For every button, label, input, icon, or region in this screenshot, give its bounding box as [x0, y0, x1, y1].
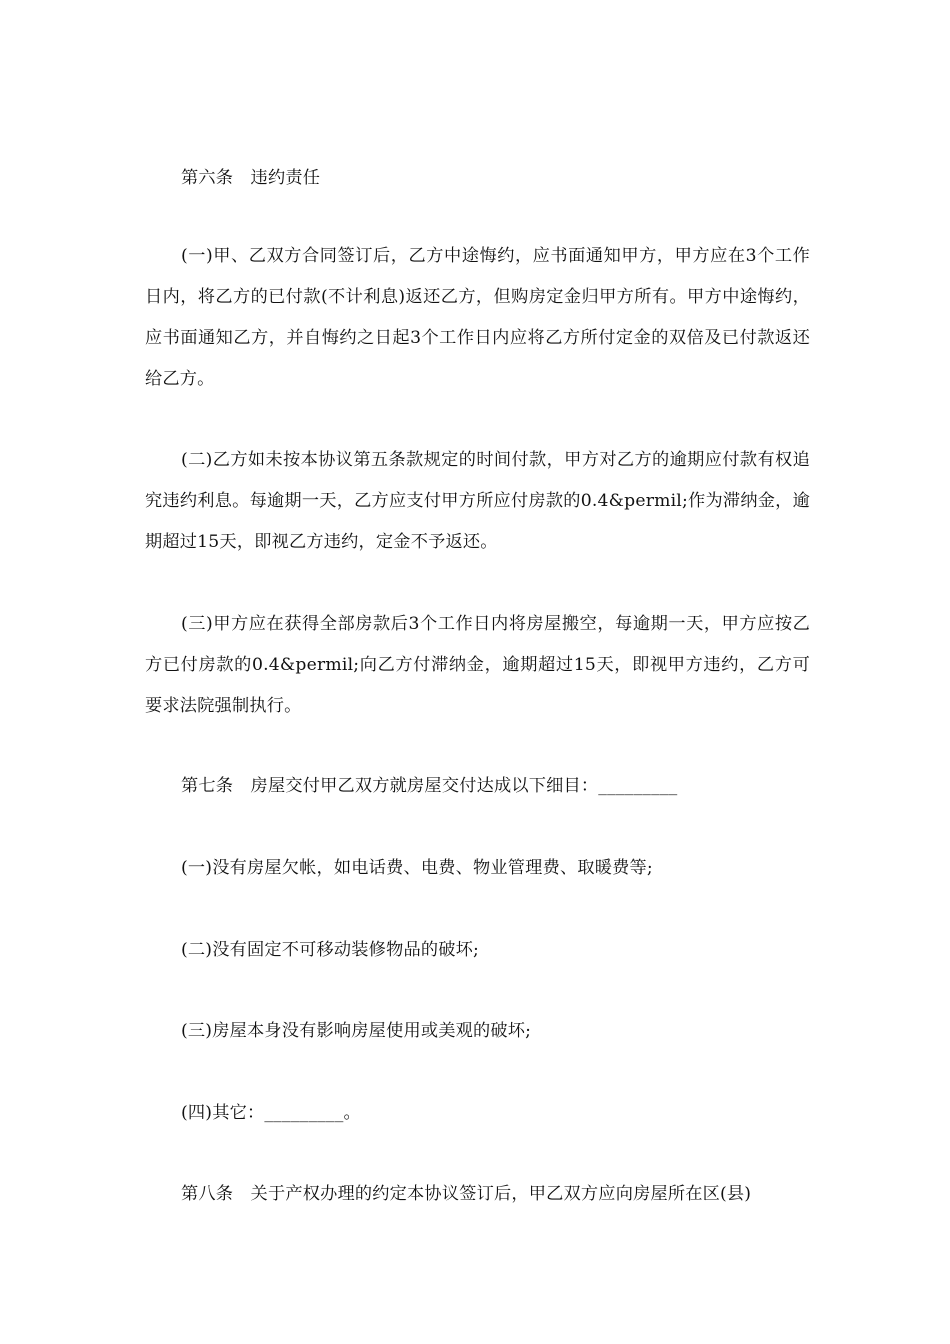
article-8-heading: 第八条 关于产权办理的约定本协议签订后，甲乙双方应向房屋所在区(县): [181, 1184, 752, 1204]
article-7-item-3: (三)房屋本身没有影响房屋使用或美观的破坏;: [181, 1021, 532, 1041]
article-6-clause-3: (三)甲方应在获得全部房款后3个工作日内将房屋搬空，每逾期一天，甲方应按乙方已付房款的0.4&permil;向乙方付滞纳金，逾期超过15天，即视甲方违约，乙方可要求法院强制执行。: [145, 614, 810, 716]
article-7-item-2: (二)没有固定不可移动装修物品的破坏;: [181, 940, 480, 960]
article-6-heading: 第六条 违约责任: [181, 168, 321, 188]
article-6-clause-2: (二)乙方如未按本协议第五条款规定的时间付款，甲方对乙方的逾期应付款有权追究违约利息。每逾期一天，乙方应支付甲方所应付房款的0.4&permil;作为滞纳金，逾期超过15天，即视乙方违约，定金不予返还。: [145, 450, 810, 552]
article-7-item-4: (四)其它：_________。: [181, 1103, 361, 1123]
article-7-item-1: (一)没有房屋欠帐，如电话费、电费、物业管理费、取暖费等;: [181, 858, 653, 878]
article-6-clause-1: (一)甲、乙双方合同签订后，乙方中途悔约，应书面通知甲方，甲方应在3个工作日内，将乙方的已付款(不计利息)返还乙方，但购房定金归甲方所有。甲方中途悔约，应书面通知乙方，并自悔约之日起3个工作日内应将乙方所付定金的双倍及已付款返还给乙方。: [145, 246, 810, 389]
article-7-heading: 第七条 房屋交付甲乙双方就房屋交付达成以下细目：_________: [181, 776, 678, 796]
